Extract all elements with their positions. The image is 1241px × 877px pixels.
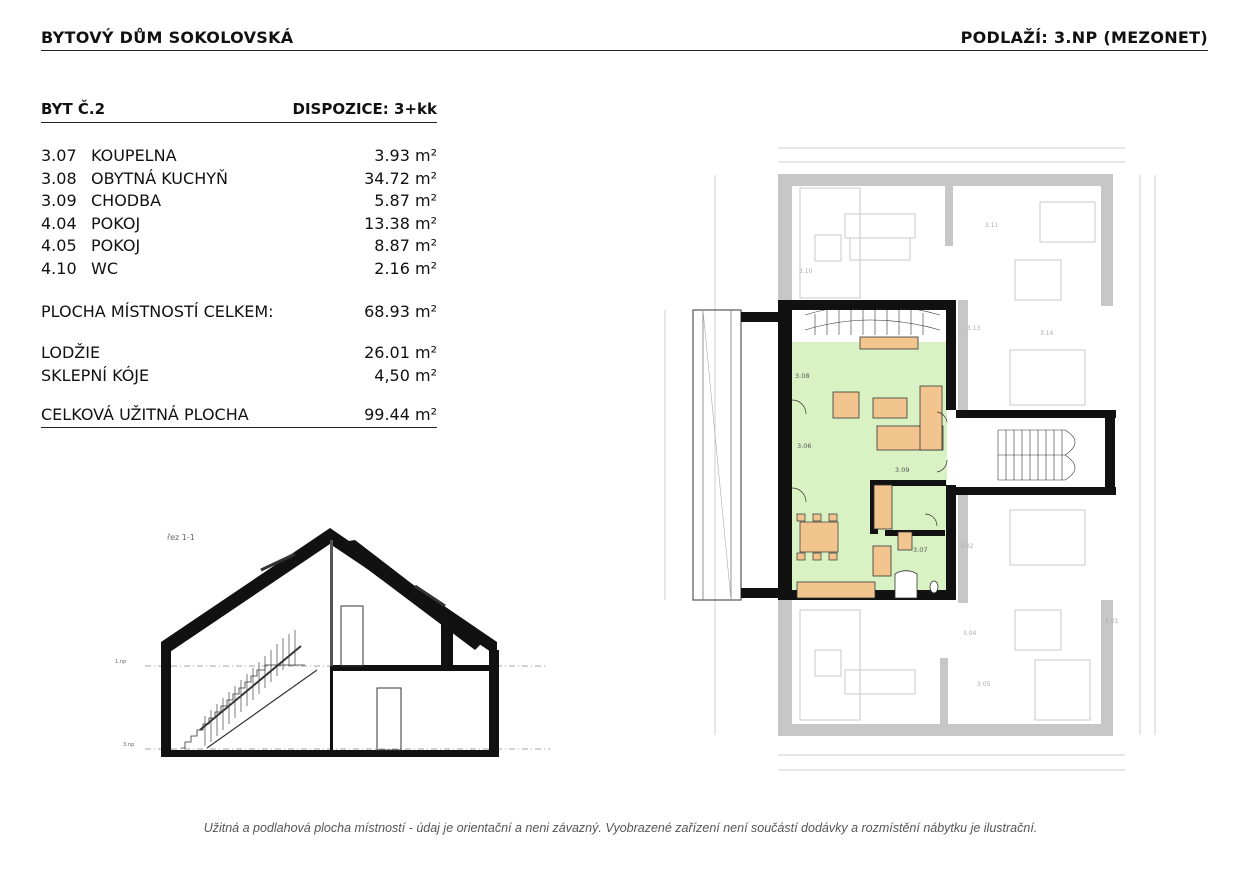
apartment-layout: DISPOZICE: 3+kk bbox=[292, 100, 437, 118]
rooms-total-value: 68.93 m² bbox=[364, 302, 437, 321]
inner-wall bbox=[330, 665, 333, 753]
section-title: řez 1-1 bbox=[167, 533, 195, 542]
header-divider bbox=[41, 50, 1208, 51]
apartment-title: BYT Č.2 bbox=[41, 100, 106, 118]
usable-total-row bbox=[41, 405, 437, 424]
extra-row bbox=[41, 342, 437, 365]
ridge-post bbox=[330, 540, 333, 666]
room-row bbox=[41, 235, 437, 258]
room-name: POKOJ bbox=[91, 213, 141, 233]
extras-list bbox=[41, 342, 437, 387]
extra-name: SKLEPNÍ KÓJE bbox=[41, 365, 150, 385]
room-area: 5.87 m² bbox=[374, 191, 437, 210]
room-area: 3.93 m² bbox=[374, 146, 437, 165]
extra-area: 4,50 m² bbox=[374, 365, 437, 385]
room-label: 3.13 bbox=[967, 325, 981, 332]
stair-core bbox=[956, 410, 1116, 495]
room-label: 3.09 bbox=[895, 466, 910, 474]
room-number: 3.09 bbox=[41, 191, 77, 210]
floor-plan bbox=[655, 130, 1160, 775]
room-label: 3.07 bbox=[913, 546, 928, 554]
room-label: 3.08 bbox=[795, 372, 810, 380]
extra-area: 26.01 m² bbox=[364, 343, 437, 362]
room-number: 4.05 bbox=[41, 236, 77, 255]
room-number: 4.10 bbox=[41, 258, 77, 278]
room-row bbox=[41, 145, 437, 168]
room-number: 3.08 bbox=[41, 168, 77, 188]
apartment-info bbox=[41, 100, 437, 428]
lower-door bbox=[377, 688, 401, 750]
room-name: OBYTNÁ KUCHYŇ bbox=[91, 168, 228, 188]
right-wall bbox=[489, 650, 499, 756]
upper-door bbox=[341, 606, 363, 666]
room-label: 3.05 bbox=[977, 681, 991, 688]
room-area: 13.38 m² bbox=[364, 213, 437, 233]
usable-total-value: 99.44 m² bbox=[364, 405, 437, 424]
apartment-heading bbox=[41, 100, 437, 118]
room-name: WC bbox=[91, 258, 118, 278]
room-label: 3.11 bbox=[985, 222, 999, 229]
room-label: 3.14 bbox=[1040, 330, 1054, 337]
rooms-total-row bbox=[41, 302, 437, 321]
staircase bbox=[181, 646, 317, 748]
floor-title: PODLAŽÍ: 3.NP (MEZONET) bbox=[960, 28, 1208, 47]
rooms-total-label: PLOCHA MÍSTNOSTÍ CELKEM: bbox=[41, 302, 274, 321]
room-label: 3.10 bbox=[799, 268, 813, 275]
room-area: 2.16 m² bbox=[374, 258, 437, 278]
extra-row bbox=[41, 365, 437, 388]
room-number: 4.04 bbox=[41, 213, 77, 233]
room-row bbox=[41, 168, 437, 191]
section-drawing bbox=[115, 520, 555, 760]
total-divider bbox=[41, 427, 437, 428]
room-number: 3.07 bbox=[41, 146, 77, 165]
level-label: 3.np bbox=[123, 742, 135, 748]
level-label: 1.np bbox=[115, 659, 127, 665]
disclaimer: Užitná a podlahová plocha místností - údaj je orientační a neni závazný. Vyobrazené zařízení není součástí dodávky a rozmístění nábytku je ilustrační. bbox=[203, 821, 1038, 835]
room-list bbox=[41, 145, 437, 280]
room-row bbox=[41, 213, 437, 236]
room-label: 3.04 bbox=[963, 630, 977, 637]
room-name: POKOJ bbox=[91, 236, 141, 255]
roof-support bbox=[441, 620, 453, 666]
room-area: 34.72 m² bbox=[364, 168, 437, 188]
room-name: CHODBA bbox=[91, 191, 162, 210]
loggia bbox=[693, 310, 781, 600]
left-wall bbox=[161, 650, 171, 756]
room-name: KOUPELNA bbox=[91, 146, 177, 165]
room-label: 3.02 bbox=[960, 543, 974, 550]
room-label: 3.06 bbox=[797, 442, 812, 450]
usable-total-label: CELKOVÁ UŽITNÁ PLOCHA bbox=[41, 405, 249, 424]
dining-set bbox=[797, 514, 838, 560]
roof-truss bbox=[330, 540, 485, 650]
room-row bbox=[41, 190, 437, 213]
room-row bbox=[41, 258, 437, 281]
extra-name: LODŽIE bbox=[41, 343, 101, 362]
room-label: 3.01 bbox=[1105, 618, 1119, 625]
room-area: 8.87 m² bbox=[374, 236, 437, 255]
apartment-divider bbox=[41, 122, 437, 123]
building-title: BYTOVÝ DŮM SOKOLOVSKÁ bbox=[41, 28, 294, 47]
